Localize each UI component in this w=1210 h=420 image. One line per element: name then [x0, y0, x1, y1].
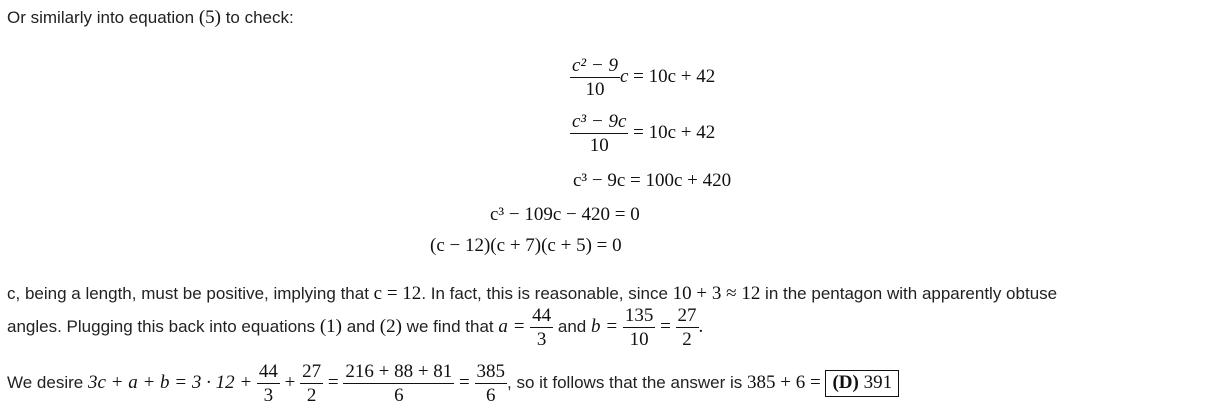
paragraph-line-2 [7, 306, 703, 349]
paragraph-text: we find that [401, 316, 499, 336]
plus-sign: + [279, 371, 301, 393]
final-prefix: We desire [7, 372, 88, 392]
fraction-numerator: 44 [258, 361, 278, 382]
a-lhs: a = [498, 315, 531, 337]
final-suffix: , so it follows that the answer is [507, 372, 748, 392]
equation-rhs: = 10c + 42 [628, 121, 716, 143]
equals-sign: = [655, 315, 676, 337]
answer-letter: (D) [832, 371, 859, 393]
fraction-44-3 [257, 362, 280, 405]
equals-sign: = [454, 371, 475, 393]
equation-ref-1: (1) [319, 315, 342, 337]
final-sum: 385 + 6 = [747, 371, 826, 393]
answer-value: 391 [858, 371, 893, 393]
paragraph-line-1 [7, 284, 1057, 304]
paragraph-text: angles. Plugging this back into equations [7, 316, 320, 336]
fraction [570, 112, 628, 155]
equation-ref-2: (2) [379, 315, 402, 337]
intro-text: Or similarly into equation [7, 8, 199, 27]
fraction-denominator: 10 [623, 327, 656, 349]
equation-rhs: = 10c + 42 [628, 65, 716, 87]
fraction-denominator: 2 [676, 327, 699, 349]
paragraph-text: in the pentagon with apparently obtuse [760, 284, 1058, 303]
paragraph-text: . In fact, this is reasonable, since [421, 284, 673, 303]
fraction-sum [343, 362, 454, 405]
fraction-27-2 [300, 362, 323, 405]
equation-5 [430, 235, 622, 257]
math-c-equals-12: c = 12 [373, 283, 422, 304]
fraction-a [530, 306, 553, 349]
fraction-b-2 [676, 306, 699, 349]
period: . [698, 315, 704, 337]
paragraph-text: and [341, 316, 380, 336]
equation-text: c³ − 109c − 420 = 0 [490, 204, 640, 225]
equation-4 [490, 204, 640, 226]
fraction-numerator: 216 + 88 + 81 [345, 361, 453, 382]
fraction-denominator: 6 [343, 383, 454, 405]
fraction-numerator: 44 [532, 305, 552, 326]
fraction-denominator: 6 [475, 383, 508, 405]
equation-text: c³ − 9c = 100c + 420 [573, 170, 732, 191]
equation-ref-5: (5) [198, 7, 221, 28]
paragraph-text: c, being a length, must be positive, implying that [7, 284, 374, 303]
fraction-numerator: 27 [302, 361, 322, 382]
equals-sign: = [323, 371, 344, 393]
fraction [570, 56, 620, 99]
fraction-numerator: c³ − 9c [572, 111, 627, 132]
fraction-denominator: 2 [300, 383, 323, 405]
answer-box [825, 370, 899, 397]
fraction-numerator: 385 [476, 361, 506, 382]
fraction-numerator: 27 [677, 305, 697, 326]
fraction-denominator: 3 [257, 383, 280, 405]
intro-text-end: to check: [220, 8, 294, 27]
variable-c: c [619, 65, 629, 87]
fraction-385-6 [475, 362, 508, 405]
equation-text: (c − 12)(c + 7)(c + 5) = 0 [430, 235, 622, 256]
fraction-denominator: 3 [530, 327, 553, 349]
final-line [7, 362, 899, 405]
fraction-b-1 [623, 306, 656, 349]
intro-line [7, 8, 294, 28]
math-approx: 10 + 3 ≈ 12 [672, 283, 761, 304]
final-expression: 3c + a + b = 3 · 12 + [87, 371, 257, 393]
fraction-numerator: 135 [624, 305, 654, 326]
equation-3 [573, 170, 731, 192]
paragraph-text: and [553, 316, 591, 336]
fraction-numerator: c² − 9 [572, 55, 618, 76]
fraction-denominator: 10 [570, 77, 620, 99]
equation-2 [570, 112, 715, 155]
b-lhs: b = [590, 315, 623, 337]
equation-1 [570, 56, 715, 99]
fraction-denominator: 10 [570, 133, 628, 155]
